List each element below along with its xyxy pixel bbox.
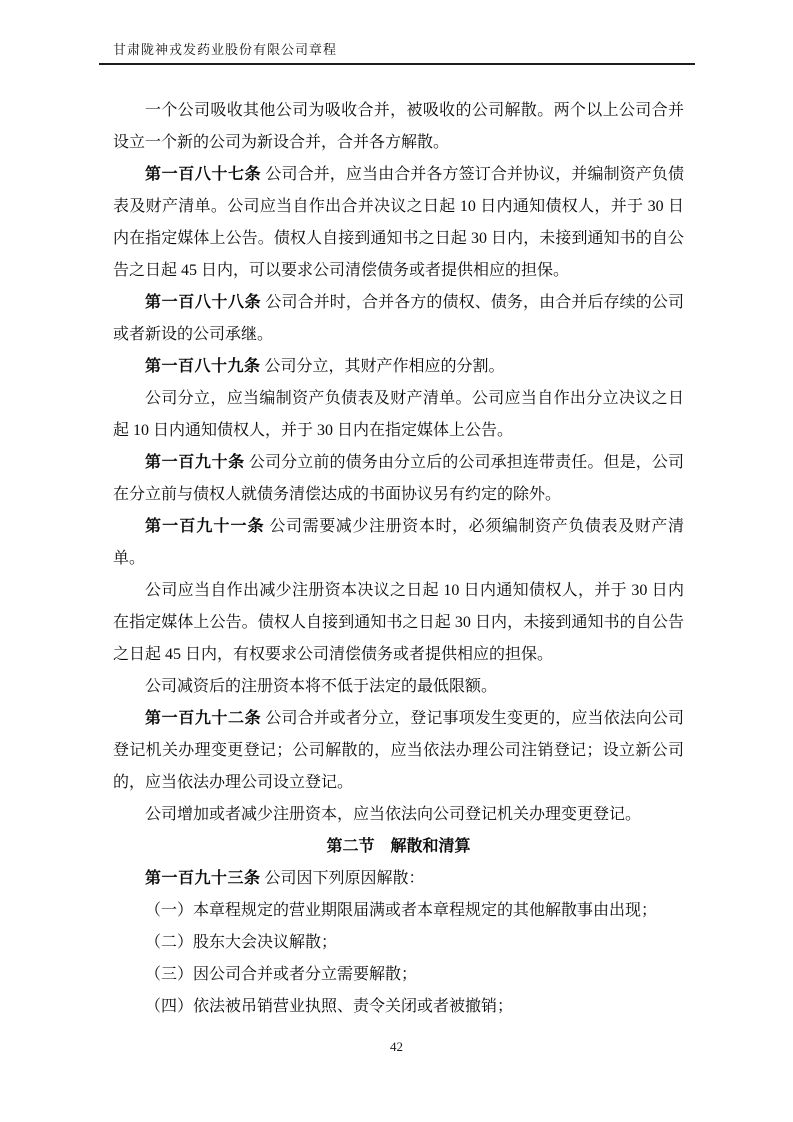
article-paragraph: 第一百九十条 公司分立前的债务由分立后的公司承担连带责任。但是，公司在分立前与债权人就债务清偿达成的书面协议另有约定的除外。: [113, 454, 684, 503]
article-number: 第一百八十八条: [145, 294, 262, 311]
body-paragraph: （二）股东大会决议解散；: [145, 934, 338, 951]
section-heading: [113, 831, 684, 863]
page-number: 42: [390, 1039, 403, 1054]
section-label: 第二节: [326, 838, 375, 855]
body-paragraph: 公司应当自作出减少注册资本决议之日起 10 日内通知债权人，并于 30 日内在指定媒体上公告。债权人自接到通知书之日起 30 日内，未接到通知书的自公告之日起 45 日内，有权要求公司清偿债务或者提供相应的担保。: [113, 582, 684, 663]
body-paragraph: 公司分立，应当编制资产负债表及财产清单。公司应当自作出分立决议之日起 10 日内通知债权人，并于 30 日内在指定媒体上公告。: [113, 390, 684, 439]
article-paragraph: 第一百八十七条 公司合并，应当由合并各方签订合并协议，并编制资产负债表及财产清单。公司应当自作出合并决议之日起 10 日内通知债权人，并于 30 日内在指定媒体上公告。债权人自接到通知书之日起 30 日内，未接到通知书的自公告之日起 45 日内，可以要求公司清偿债务或者提供相应的担保。: [113, 166, 684, 279]
article-paragraph: 第一百八十九条 公司分立，其财产作相应的分割。: [145, 358, 505, 375]
article-paragraph: 第一百九十一条 公司需要减少注册资本时，必须编制资产负债表及财产清单。: [113, 518, 684, 567]
article-number: 第一百九十三条: [145, 870, 261, 887]
body-paragraph: 一个公司吸收其他公司为吸收合并，被吸收的公司解散。两个以上公司合并设立一个新的公司为新设合并，合并各方解散。: [113, 102, 684, 151]
article-number: 第一百八十七条: [145, 166, 262, 183]
running-header: [99, 42, 695, 65]
article-number: 第一百八十九条: [145, 358, 261, 375]
body-paragraph: 公司减资后的注册资本将不低于法定的最低限额。: [145, 678, 498, 695]
document-body: [113, 95, 684, 1023]
article-number: 第一百九十二条: [145, 710, 262, 727]
article-paragraph: 第一百九十二条 公司合并或者分立，登记事项发生变更的，应当依法向公司登记机关办理变更登记；公司解散的，应当依法办理公司注销登记；设立新公司的，应当依法办理公司设立登记。: [113, 710, 684, 791]
body-paragraph: （三）因公司合并或者分立需要解散；: [145, 966, 418, 983]
section-title: 解散和清算: [390, 838, 471, 855]
body-paragraph: （四）依法被吊销营业执照、责令关闭或者被撤销；: [145, 998, 514, 1015]
article-paragraph: 第一百九十三条 公司因下列原因解散：: [145, 870, 425, 887]
page-footer: [0, 1038, 793, 1056]
article-paragraph: 第一百八十八条 公司合并时，合并各方的债权、债务，由合并后存续的公司或者新设的公司承继。: [113, 294, 684, 343]
article-number: 第一百九十条: [145, 454, 245, 471]
body-paragraph: （一）本章程规定的营业期限届满或者本章程规定的其他解散事由出现；: [145, 902, 658, 919]
article-number: 第一百九十一条: [145, 518, 265, 535]
body-paragraph: 公司增加或者减少注册资本，应当依法向公司登记机关办理变更登记。: [145, 806, 642, 823]
header-title: 甘肃陇神戎发药业股份有限公司章程: [113, 42, 338, 57]
